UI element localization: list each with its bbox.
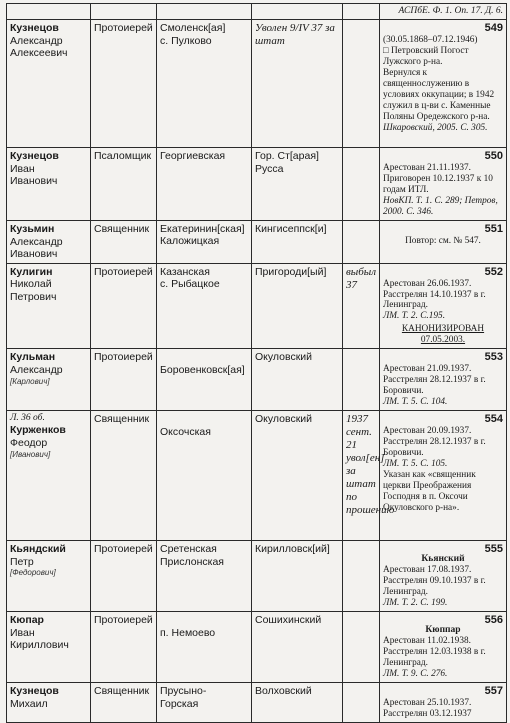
parish-line: Оксочская: [160, 425, 211, 438]
given-name: Николай: [10, 278, 52, 291]
note-cell: [343, 20, 380, 148]
rank-cell: [91, 349, 157, 411]
district-cell: [252, 263, 343, 349]
patronymic-restored: [Федорович]: [10, 568, 56, 578]
bio-cell: [380, 683, 507, 723]
district-cell: [252, 612, 343, 683]
bio-cell: [380, 612, 507, 683]
parish-cell: [157, 683, 252, 723]
parish-line: Георгиевская: [160, 150, 226, 163]
bio-extra: Указан как «священник церкви Преображения Господня в п. Оксочи Окуловского р-на».: [383, 470, 476, 513]
parish-line: Смоленск[ая]: [160, 22, 226, 35]
bio-source: ЛМ. Т. 5. С. 105.: [383, 459, 448, 470]
bio-line: Расстрелян 28.12.1937 в г. Боровичи.: [383, 437, 486, 459]
rank: Протоиерей: [94, 351, 153, 364]
entry-number: 557: [484, 685, 503, 698]
entry-number: 551: [484, 223, 503, 236]
name-cell: [7, 148, 91, 221]
rank: Протоиерей: [94, 265, 153, 278]
entry-number: 556: [484, 614, 503, 627]
entry-number: 553: [484, 351, 503, 364]
bio-cell: [380, 221, 507, 264]
bio-line: Арестован 17.08.1937.: [383, 565, 472, 576]
archive-reference: АСПбЕ. Ф. 1. Оп. 17. Д. 6.: [380, 4, 507, 20]
patronymic: Иванович: [10, 175, 58, 188]
parish-cell: [157, 411, 252, 541]
parish-cell: [157, 221, 252, 264]
parish-line: Екатеринин[ская]: [160, 223, 245, 236]
bio-source: ЛМ. Т. 2. С.195.: [383, 311, 446, 322]
table-row: [7, 612, 507, 683]
district: Окуловский: [255, 413, 313, 426]
given-name: Александр: [10, 35, 63, 47]
entry-number: 549: [484, 22, 503, 35]
district-cell: [252, 541, 343, 612]
bio-line: (30.05.1868–07.12.1946): [383, 35, 478, 46]
rank: Псаломщик: [94, 150, 152, 163]
district: Окуловский: [255, 351, 313, 364]
name-cell: [7, 612, 91, 683]
patronymic: Петрович: [10, 290, 57, 303]
parish-line: Боровенковск[ая]: [160, 363, 245, 376]
surname: Кьяндский: [10, 543, 66, 556]
table-row: [7, 221, 507, 264]
bio-cell: [380, 411, 507, 541]
rank: Протоиерей: [94, 543, 153, 556]
table-row: [7, 263, 507, 349]
parish-cell: [157, 612, 252, 683]
name-cell: [7, 411, 91, 541]
alias-name: Кюппар: [425, 625, 461, 636]
bio-cell: [380, 20, 507, 148]
folio-label: Л. 36 об.: [10, 413, 45, 424]
district-cell: [252, 221, 343, 264]
entry-number: 550: [484, 150, 503, 163]
bio-line: Арестован 25.10.1937.: [383, 698, 472, 709]
surname: Кузнецов: [10, 685, 59, 698]
district-cell: [252, 683, 343, 723]
bio-cell: [380, 349, 507, 411]
status-note: 1937 сент. 21 увол[ен] за штат по прошению: [346, 413, 395, 516]
bio-line: Арестован 21.11.1937.: [383, 163, 471, 174]
district-cell: [252, 349, 343, 411]
rank-cell: [91, 612, 157, 683]
parish-cell: [157, 541, 252, 612]
status-note: выбыл 37: [346, 265, 377, 291]
surname: Кузьмин: [10, 223, 55, 236]
surname: Кюпар: [10, 614, 44, 627]
bio-line: Расстрелян 14.10.1937 в г. Ленинград.: [383, 289, 486, 311]
district-cell: [252, 411, 343, 541]
parish-line: Горская: [160, 697, 199, 710]
bio-line: Расстрелян 12.03.1938 в г. Ленинград.: [383, 647, 486, 669]
parish-line: с. Рыбацкое: [160, 277, 220, 290]
entry-number: 552: [484, 265, 503, 278]
surname: Кульман: [10, 351, 56, 364]
district: Кирилловск[ий]: [255, 543, 330, 556]
bio-source: ЛМ. Т. 9. С. 276.: [383, 669, 448, 680]
bio-line: Арестован 11.02.1938.: [383, 636, 471, 647]
rank-cell: [91, 20, 157, 148]
bio-source: ЛМ. Т. 2. С. 199.: [383, 598, 448, 609]
parish-line: [160, 413, 248, 425]
parish-line: п. Немоево: [160, 626, 216, 639]
note-cell: [343, 411, 395, 541]
name-cell: [7, 683, 91, 723]
bio-line: Вернулся к священнослужению в условиях оккупации; в 1942 служил в ц-ви с. Каменные Поляны Оредежского р-на.: [383, 68, 495, 122]
parish-line: Прислонская: [160, 555, 224, 568]
district: Волховский: [255, 685, 312, 698]
rank-cell: [91, 541, 157, 612]
surname: Курженков: [10, 424, 66, 437]
district: Уволен 9/IV 37 за штат: [255, 22, 335, 48]
name-cell: [7, 349, 91, 411]
rank-cell: [91, 683, 157, 723]
name-cell: [7, 263, 91, 349]
table-row: [7, 683, 507, 723]
table-row: [7, 349, 507, 411]
clergy-register-table: [6, 3, 507, 723]
bio-source: Шкаровский, 2005. С. 305.: [383, 122, 488, 133]
parish-line: Прусыно-: [160, 685, 207, 698]
parish-cell: [157, 349, 252, 411]
patronymic: Алексеевич: [10, 47, 68, 60]
note-cell: [343, 148, 380, 221]
rank: Протоиерей: [94, 22, 153, 35]
note-cell: [343, 612, 380, 683]
parish-cell: [157, 148, 252, 221]
given-name: Александр: [10, 235, 63, 248]
parish-line: Каложицкая: [160, 235, 220, 248]
table-row: [7, 148, 507, 221]
patronymic-restored: [Карлович]: [10, 376, 50, 386]
patronymic-restored: [Иванович]: [10, 449, 51, 459]
parish-cell: [157, 20, 252, 148]
rank-cell: [91, 411, 157, 541]
surname: Кузнецов: [10, 150, 59, 163]
alias-name: Кьянский: [421, 554, 465, 565]
rank-cell: [91, 148, 157, 221]
given-name: Петр: [10, 555, 34, 568]
given-name: Александр: [10, 364, 63, 377]
bio-line: Арестован 26.06.1937.: [383, 278, 472, 289]
note-cell: [343, 349, 380, 411]
rank: Протоиерей: [94, 614, 153, 627]
name-cell: [7, 221, 91, 264]
rank-cell: [91, 221, 157, 264]
bio-cell: [380, 541, 507, 612]
bio-cell: [380, 263, 507, 349]
parish-line: с. Пулково: [160, 34, 212, 47]
bio-line: Повтор: см. № 547.: [405, 235, 481, 246]
entry-number: 555: [484, 543, 503, 556]
district: Сошихинский: [255, 614, 322, 627]
given-name: Михаил: [10, 698, 48, 711]
bio-cell: [380, 148, 507, 221]
parish-cell: [157, 263, 252, 349]
given-name: Иван: [10, 627, 35, 640]
bio-line: Арестован 20.09.1937.: [383, 426, 472, 437]
parish-line: Сретенская: [160, 543, 217, 556]
entry-number: 554: [484, 413, 503, 426]
parish-line: [160, 614, 248, 626]
bio-line: Расстрелян 03.12.1937: [383, 709, 472, 720]
note-cell: [343, 221, 380, 264]
name-cell: [7, 541, 91, 612]
bio-source: ЛМ. Т. 5. С. 104.: [383, 397, 448, 408]
given-name: Иван: [10, 163, 35, 175]
note-cell: [343, 541, 380, 612]
bio-line: □ Петровский Погост Лужского р-на.: [383, 46, 469, 68]
note-cell: [343, 263, 380, 349]
patronymic: Иванович: [10, 248, 58, 261]
bio-line: Расстрелян 28.12.1937 в г. Боровичи.: [383, 375, 486, 397]
district: Пригороди[ый]: [255, 265, 327, 278]
patronymic: Кириллович: [10, 639, 69, 652]
parish-line: Казанская: [160, 265, 210, 278]
district-cell: [252, 20, 343, 148]
table-row: [7, 541, 507, 612]
parish-line: [160, 351, 248, 363]
table-row: [7, 20, 507, 148]
rank: Священник: [94, 413, 150, 426]
surname: Кузнецов: [10, 22, 59, 35]
table-header-row: [7, 4, 507, 20]
district: Кингисеппск[и]: [255, 223, 327, 236]
rank-cell: [91, 263, 157, 349]
canonization-note: КАНОНИЗИРОВАН 07.05.2003.: [401, 324, 485, 346]
bio-line: Приговорен 10.12.1937 к 10 годам ИТЛ.: [383, 174, 493, 196]
surname: Кулигин: [10, 265, 53, 278]
bio-line: Арестован 21.09.1937.: [383, 364, 472, 375]
rank: Священник: [94, 223, 150, 236]
bio-source: НовКП. Т. 1. С. 289; Петров, 2000. С. 346.: [383, 196, 498, 218]
bio-line: Расстрелян 09.10.1937 в г. Ленинград.: [383, 576, 486, 598]
given-name: Феодор: [10, 437, 48, 450]
rank: Священник: [94, 685, 150, 698]
district: Гор. Ст[арая] Русса: [255, 150, 319, 175]
table-row: [7, 411, 507, 541]
district-cell: [252, 148, 343, 221]
name-cell: [7, 20, 91, 148]
note-cell: [343, 683, 380, 723]
